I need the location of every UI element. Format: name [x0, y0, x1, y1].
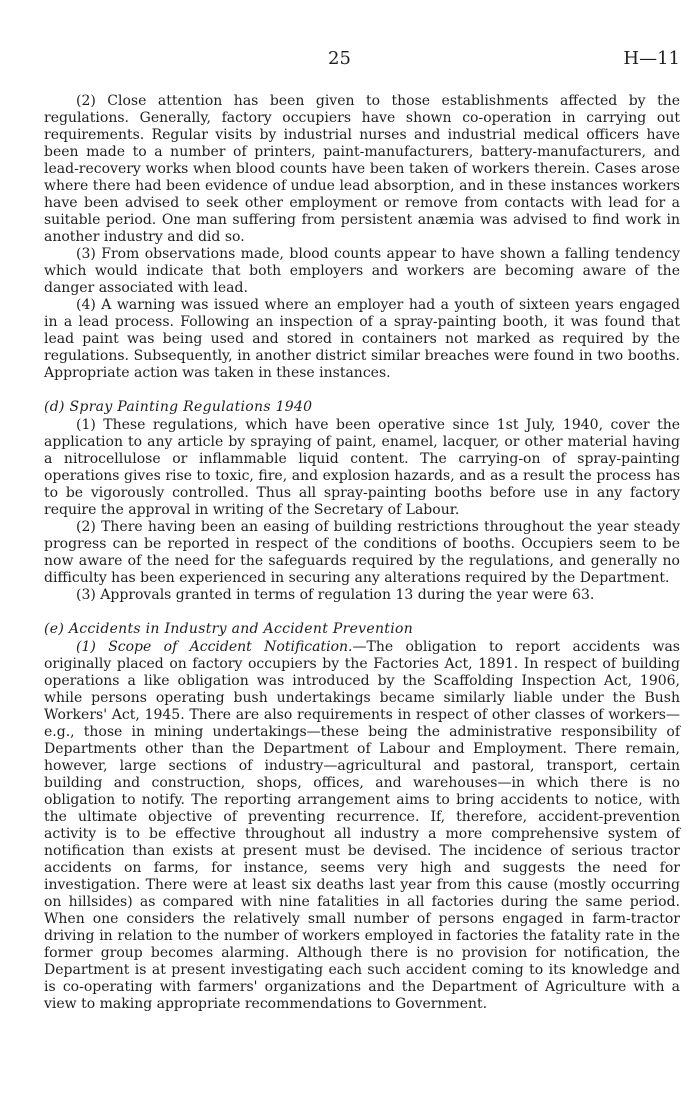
document-reference: H—11: [623, 48, 680, 69]
section-heading-e: (e) Accidents in Industry and Accident Prevention: [44, 621, 414, 637]
paragraph-lead: (1) Scope of Accident Notification.: [76, 639, 353, 655]
paragraph: (2) There having been an easing of building restrictions throughout the year steady progress can be reported in respect of the conditions of booths. Occupiers seem to be now aware of the need for the safeguards required by the regulations, and generally no difficulty has been experienced in securing any alterations required by the Department.: [44, 519, 680, 586]
paragraph: (4) A warning was issued where an employer had a youth of sixteen years engaged in a lead process. Following an inspection of a spray-painting booth, it was found that lead paint was being used and stored in containers not marked as required by the regulations. Subsequently, in another district similar breaches were found in two booths. Appropriate action was taken in these instances.: [44, 297, 680, 381]
page-header: [0, 48, 700, 72]
paragraph: (2) Close attention has been given to those establishments affected by the regulations. Generally, factory occupiers have shown co-operation in carrying out requirements. Regular visits by industrial nurses and industrial medical officers have been made to a number of printers, paint-manufacturers, battery-manufacturers, and lead-recovery works when blood counts have been taken of workers therein. Cases arose where there had been evidence of undue lead absorption, and in these instances workers have been advised to seek other employment or remove from contacts with lead for a suitable period. One man suffering from persistent anæmia was advised to find work in another industry and did so.: [44, 93, 680, 245]
page-number: 25: [328, 48, 351, 69]
paragraph: (3) Approvals granted in terms of regulation 13 during the year were 63.: [76, 587, 595, 603]
paragraph-text: —The obligation to report accidents was originally placed on factory occupiers by the Factories Act, 1891. In respect of building operations a like obligation was introduced by the Scaffolding Inspection Act, 1906, while persons operating bush undertakings became similarly liable under the Bush Workers' Act, 1945. There are also requirements in respect of other classes of workers—e.g., those in mining undertakings—these being the administrative responsibility of Departments other than the Department of Labour and Employment. There remain, however, large sections of industry—agricultural and pastoral, transport, certain building and construction, shops, offices, and warehouses—in which there is no obligation to notify. The reporting arrangement aims to bring accidents to notice, with the ultimate objective of preventing recurrence. If, therefore, accident-prevention activity is to be effective throughout all industry a more comprehensive system of notification than exists at present must be devised. The incidence of serious tractor accidents on farms, for instance, seems very high and suggests the need for investigation. There were at least six deaths last year from this cause (mostly occurring on hillsides) as compared with nine fatalities in all factories during the same period. When one considers the relatively small number of persons engaged in farm-tractor driving in relation to the number of workers employed in factories the fatality rate in the former group becomes alarming. Although there is no provision for notification, the Department is at present investigating each such accident coming to its knowledge and is co-operating with farmers' organizations and the Department of Agriculture with a view to making appropriate recommendations to Government.: [44, 639, 680, 1012]
section-heading-d: (d) Spray Painting Regulations 1940: [44, 399, 313, 415]
document-body: [44, 93, 680, 1013]
paragraph: (1) These regulations, which have been operative since 1st July, 1940, cover the application to any article by spraying of paint, enamel, lacquer, or other material having a nitrocellulose or inflammable liquid content. The carrying-on of spray-painting operations gives rise to toxic, fire, and explosion hazards, and as a result the process has to be vigorously controlled. Thus all spray-painting booths before use in any factory require the approval in writing of the Secretary of Labour.: [44, 417, 680, 518]
paragraph: (3) From observations made, blood counts appear to have shown a falling tendency which would indicate that both employers and workers are becoming aware of the danger associated with lead.: [44, 246, 680, 296]
paragraph: [44, 639, 680, 1013]
